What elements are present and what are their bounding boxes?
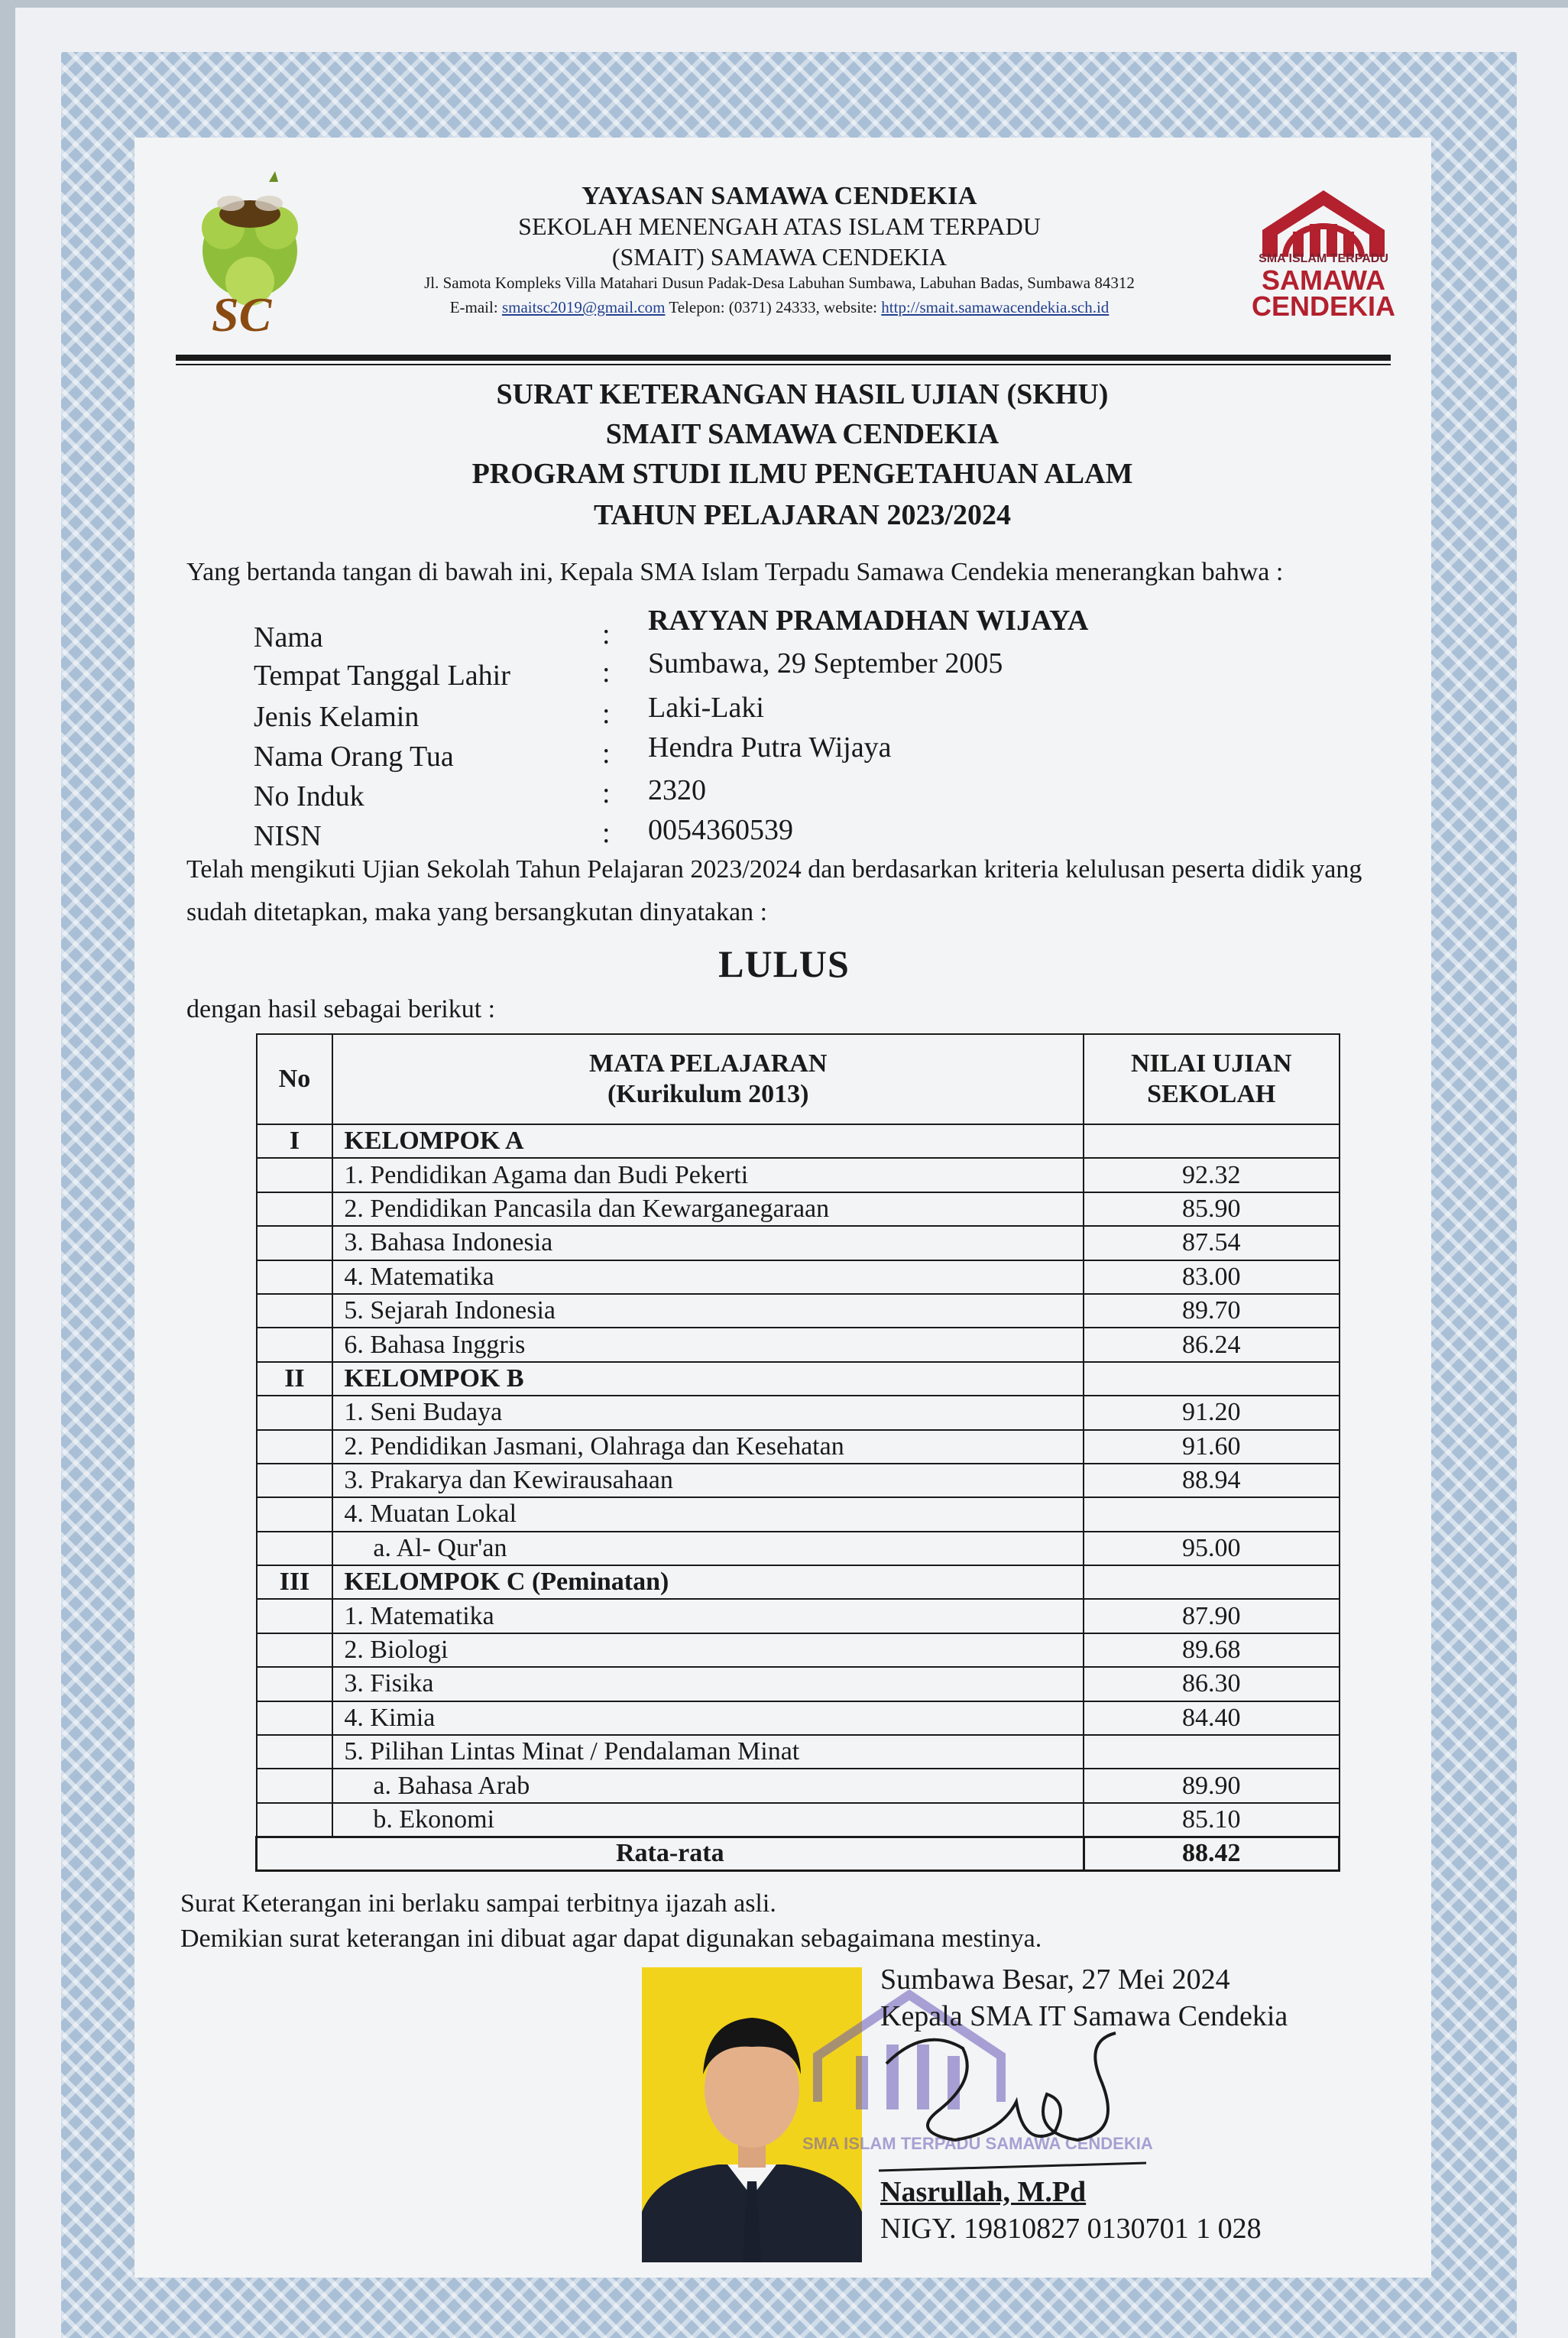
school-type: SEKOLAH MENENGAH ATAS ISLAM TERPADU (518, 212, 1041, 240)
subject-name: 2. Biologi (332, 1633, 1084, 1667)
field-label: Tempat Tanggal Lahir (254, 660, 510, 692)
average-value: 88.42 (1084, 1837, 1339, 1870)
student-number: 2320 (648, 774, 706, 806)
col-header-score-line2: SEKOLAH (1147, 1080, 1276, 1108)
subject-score (1084, 1565, 1339, 1599)
logo-right-name2: CENDEKIA (1251, 290, 1395, 322)
field-colon: : (602, 618, 611, 650)
field-colon: : (602, 698, 611, 730)
subject-name: 5. Pilihan Lintas Minat / Pendalaman Minat (332, 1735, 1084, 1769)
subject-name: 4. Kimia (332, 1701, 1084, 1735)
subject-name: 3. Fisika (332, 1667, 1084, 1701)
row-number (257, 1497, 333, 1531)
subject-score: 85.10 (1084, 1803, 1339, 1837)
subject-score: 89.90 (1084, 1769, 1339, 1802)
subject-name: 1. Matematika (332, 1599, 1084, 1633)
col-header-score (1084, 1034, 1339, 1124)
signatory-id: NIGY. 19810827 0130701 1 028 (880, 2213, 1262, 2245)
table-header-row (257, 1034, 1340, 1124)
header-divider-thin (176, 364, 1391, 365)
doc-subtitle-year: TAHUN PELAJARAN 2023/2024 (593, 499, 1012, 531)
field-label: Nama (254, 621, 323, 653)
row-number (257, 1294, 333, 1328)
phone-text: Telepon: (0371) 24333, website: (669, 298, 878, 316)
row-number: III (257, 1565, 333, 1599)
row-number (257, 1192, 333, 1226)
table-row (257, 1633, 1340, 1667)
school-logo-left (177, 167, 322, 342)
signature-position: Kepala SMA IT Samawa Cendekia (880, 2000, 1288, 2032)
row-number (257, 1396, 333, 1429)
student-birth: Sumbawa, 29 September 2005 (648, 647, 1003, 679)
row-number (257, 1464, 333, 1497)
row-number (257, 1532, 333, 1565)
subject-name: 4. Muatan Lokal (332, 1497, 1084, 1531)
logo-right-caption: SMA ISLAM TERPADU (1259, 252, 1388, 265)
row-number (257, 1633, 333, 1667)
subject-name: 2. Pendidikan Pancasila dan Kewarganegaraan (332, 1192, 1084, 1226)
logo-right-name (1247, 264, 1400, 322)
signature-place-date: Sumbawa Besar, 27 Mei 2024 (880, 1963, 1230, 1996)
validity-note: Surat Keterangan ini berlaku sampai terbitnya ijazah asli. (180, 1889, 776, 1918)
group-name: KELOMPOK C (Peminatan) (332, 1565, 1084, 1599)
subject-score (1084, 1497, 1339, 1531)
subject-score: 95.00 (1084, 1532, 1339, 1565)
row-number: I (257, 1124, 333, 1158)
col-header-subject-title: MATA PELAJARAN (589, 1049, 828, 1078)
subject-score: 84.40 (1084, 1701, 1339, 1735)
field-colon: : (602, 657, 611, 689)
doc-title: SURAT KETERANGAN HASIL UJIAN (SKHU) (496, 378, 1109, 410)
table-row (257, 1599, 1340, 1633)
subject-score: 87.90 (1084, 1599, 1339, 1633)
row-number: II (257, 1362, 333, 1396)
table-row (257, 1464, 1340, 1497)
row-number (257, 1260, 333, 1294)
foundation-name: YAYASAN SAMAWA CENDEKIA (582, 182, 977, 210)
student-gender: Laki-Laki (648, 692, 764, 724)
grades-table (255, 1033, 1340, 1872)
row-number (257, 1735, 333, 1769)
table-row (257, 1803, 1340, 1837)
subject-score: 87.54 (1084, 1226, 1339, 1260)
table-row (257, 1260, 1340, 1294)
email-label: E-mail: (449, 298, 498, 316)
subject-name: b. Ekonomi (332, 1803, 1084, 1837)
logo-right-name1: SAMAWA (1262, 264, 1385, 296)
grades-table-body (257, 1124, 1340, 1837)
table-row (257, 1430, 1340, 1464)
row-number (257, 1430, 333, 1464)
email-link[interactable]: smaitsc2019@gmail.com (501, 298, 666, 316)
student-nisn: 0054360539 (648, 814, 793, 846)
group-row (257, 1124, 1340, 1158)
row-number (257, 1226, 333, 1260)
row-number (257, 1803, 333, 1837)
row-number (257, 1769, 333, 1802)
table-row (257, 1396, 1340, 1429)
row-number (257, 1599, 333, 1633)
subject-score: 89.68 (1084, 1633, 1339, 1667)
average-row (257, 1837, 1340, 1870)
subject-score (1084, 1124, 1339, 1158)
statement-text: Telah mengikuti Ujian Sekolah Tahun Pelajaran 2023/2024 dan berdasarkan kriteria kelulusan peserta didik yang sudah ditetapkan, maka yang bersangkutan dinyatakan : (186, 855, 1362, 926)
header-divider (176, 355, 1391, 361)
subject-score: 86.24 (1084, 1328, 1339, 1361)
subject-score: 83.00 (1084, 1260, 1339, 1294)
table-row (257, 1769, 1340, 1802)
school-contact (321, 298, 1238, 317)
field-label: NISN (254, 820, 322, 852)
table-row (257, 1192, 1340, 1226)
subject-score: 92.32 (1084, 1158, 1339, 1192)
subject-name: 4. Matematika (332, 1260, 1084, 1294)
subject-score (1084, 1362, 1339, 1396)
field-colon: : (602, 817, 611, 849)
doc-subtitle-school: SMAIT SAMAWA CENDEKIA (605, 418, 999, 450)
subject-score: 91.20 (1084, 1396, 1339, 1429)
row-number (257, 1328, 333, 1361)
average-label: Rata-rata (257, 1837, 1084, 1870)
col-header-score-line1: NILAI UJIAN (1130, 1049, 1292, 1078)
subject-name: 1. Seni Budaya (332, 1396, 1084, 1429)
table-row (257, 1158, 1340, 1192)
subject-name: 1. Pendidikan Agama dan Budi Pekerti (332, 1158, 1084, 1192)
subject-name: 3. Prakarya dan Kewirausahaan (332, 1464, 1084, 1497)
subject-name: 3. Bahasa Indonesia (332, 1226, 1084, 1260)
subject-score: 86.30 (1084, 1667, 1339, 1701)
student-name: RAYYAN PRAMADHAN WIJAYA (648, 605, 1089, 637)
school-name: (SMAIT) SAMAWA CENDEKIA (611, 243, 948, 271)
school-address: Jl. Samota Kompleks Villa Matahari Dusun Padak-Desa Labuhan Sumbawa, Labuhan Badas, Sumbawa 84312 (424, 274, 1135, 292)
table-row (257, 1328, 1340, 1361)
table-row (257, 1532, 1340, 1565)
group-name: KELOMPOK B (332, 1362, 1084, 1396)
row-number (257, 1667, 333, 1701)
result-status: LULUS (718, 942, 850, 985)
subject-score: 88.94 (1084, 1464, 1339, 1497)
student-parent: Hendra Putra Wijaya (648, 731, 892, 764)
intro-text: Yang bertanda tangan di bawah ini, Kepala SMA Islam Terpadu Samawa Cendekia menerangkan bahwa : (186, 558, 1284, 586)
subject-name: a. Bahasa Arab (332, 1769, 1084, 1802)
subject-score: 85.90 (1084, 1192, 1339, 1226)
row-number (257, 1701, 333, 1735)
col-header-subject-curriculum: (Kurikulum 2013) (607, 1080, 809, 1108)
field-colon: : (602, 777, 611, 809)
subject-score (1084, 1735, 1339, 1769)
subject-name: 5. Sejarah Indonesia (332, 1294, 1084, 1328)
field-label: No Induk (254, 780, 364, 812)
col-header-subject (332, 1034, 1084, 1124)
col-header-no: No (257, 1034, 333, 1124)
subject-name: 2. Pendidikan Jasmani, Olahraga dan Kesehatan (332, 1430, 1084, 1464)
row-number (257, 1158, 333, 1192)
subject-score: 91.60 (1084, 1430, 1339, 1464)
field-label: Jenis Kelamin (254, 701, 420, 733)
subject-name: a. Al- Qur'an (332, 1532, 1084, 1565)
table-row (257, 1667, 1340, 1701)
closing-note: Demikian surat keterangan ini dibuat agar dapat digunakan sebagaimana mestinya. (180, 1925, 1042, 1953)
field-label: Nama Orang Tua (254, 741, 454, 773)
subject-score: 89.70 (1084, 1294, 1339, 1328)
field-colon: : (602, 738, 611, 770)
table-row (257, 1735, 1340, 1769)
group-name: KELOMPOK A (332, 1124, 1084, 1158)
table-row (257, 1226, 1340, 1260)
table-row (257, 1294, 1340, 1328)
group-row (257, 1565, 1340, 1599)
group-row (257, 1362, 1340, 1396)
doc-subtitle-program: PROGRAM STUDI ILMU PENGETAHUAN ALAM (471, 458, 1133, 490)
table-row (257, 1701, 1340, 1735)
results-intro: dengan hasil sebagai berikut : (186, 995, 496, 1023)
signatory-name: Nasrullah, M.Pd (880, 2176, 1087, 2208)
stamp-text: SMA ISLAM TERPADU SAMAWA CENDEKIA (802, 2134, 1153, 2153)
subject-name: 6. Bahasa Inggris (332, 1328, 1084, 1361)
handwritten-signature (871, 2018, 1161, 2186)
website-link[interactable]: http://smait.samawacendekia.sch.id (881, 298, 1110, 316)
logo-left-text: SC (212, 287, 272, 342)
table-row (257, 1497, 1340, 1531)
